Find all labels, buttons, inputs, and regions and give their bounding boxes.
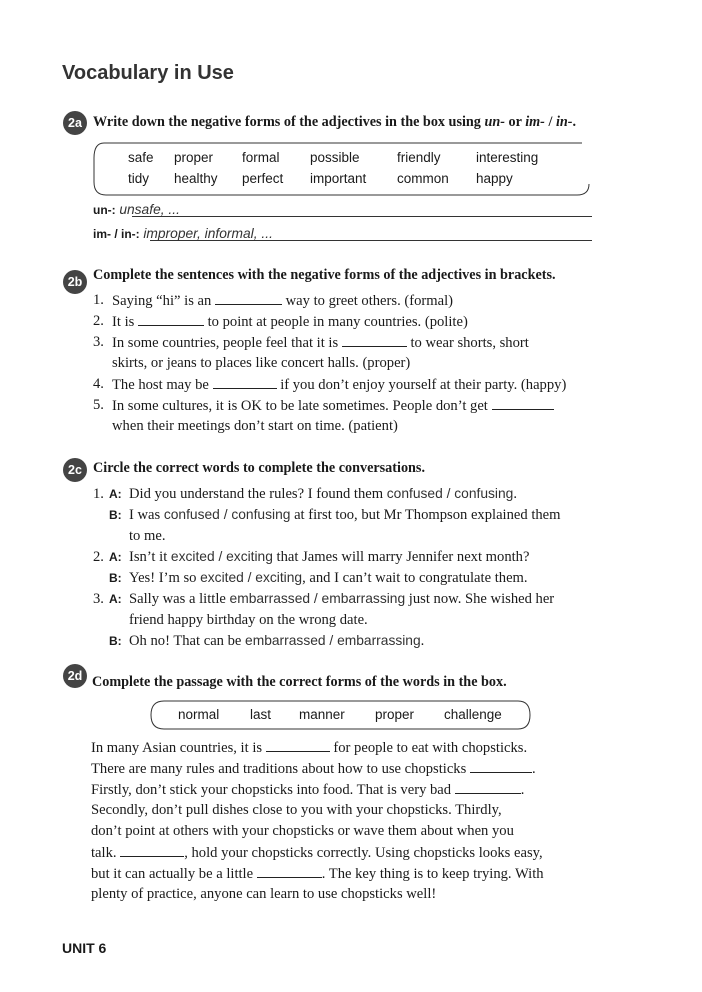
- passage-line: Secondly, don’t pull dishes close to you with your chopsticks. Thirdly,: [91, 802, 502, 818]
- sentence-2b-5-cont: when their meetings don’t start on time. (patient): [112, 418, 398, 434]
- blank-3[interactable]: [342, 332, 407, 347]
- sentence-2b-3: In some countries, people feel that it is to wear shorts, short: [112, 332, 529, 353]
- choice-option[interactable]: embarrassed / embarrassing: [229, 591, 406, 606]
- word-item: proper: [174, 150, 214, 165]
- item-number: 2.: [93, 549, 104, 565]
- item-number: 1.: [93, 486, 104, 502]
- word-item: proper: [375, 707, 415, 722]
- passage-line: don’t point at others with your chopsticks or wave them about when you: [91, 823, 514, 839]
- dialogue-line-cont: friend happy birthday on the wrong date.: [129, 612, 368, 628]
- item-number: 5.: [93, 397, 104, 413]
- sentence-2b-1: Saying “hi” is an way to greet others. (formal): [112, 290, 453, 311]
- item-number: 3.: [93, 334, 104, 350]
- passage-line: plenty of practice, anyone can learn to use chopsticks well!: [91, 886, 437, 902]
- word-item: important: [310, 171, 367, 186]
- word-item: last: [250, 707, 272, 722]
- blank-passage-4[interactable]: [120, 842, 184, 857]
- sentence-2b-2: It is to point at people in many countries. (polite): [112, 311, 468, 332]
- choice-option[interactable]: excited / exciting: [200, 570, 303, 585]
- word-item: friendly: [397, 150, 441, 165]
- passage-line: There are many rules and traditions about how to use chopsticks .: [91, 758, 536, 779]
- speaker-b: B:: [109, 571, 122, 585]
- page-title: Vocabulary in Use: [62, 62, 234, 84]
- instruction-2b: Complete the sentences with the negative forms of the adjectives in brackets.: [93, 267, 556, 283]
- word-box-2a: [92, 138, 596, 200]
- dialogue-line: Did you understand the rules? I found them confused / confusing.: [129, 486, 517, 502]
- dialogue-line-cont: to me.: [129, 528, 166, 544]
- word-item: interesting: [476, 150, 539, 165]
- choice-option[interactable]: embarrassed / embarrassing: [245, 633, 421, 648]
- passage-line: but it can actually be a little . The key thing is to keep trying. With: [91, 863, 544, 884]
- section-badge-2a: 2a: [63, 111, 87, 135]
- speaker-b: B:: [109, 634, 122, 648]
- answer-row-un: un-: unsafe, ...: [93, 202, 180, 217]
- blank-passage-1[interactable]: [266, 737, 330, 752]
- word-item: tidy: [128, 171, 150, 186]
- word-item: manner: [299, 707, 345, 722]
- choice-option[interactable]: excited / exciting: [170, 549, 273, 564]
- instruction-2d: Complete the passage with the correct forms of the words in the box.: [92, 674, 507, 690]
- dialogue-line: Isn’t it excited / exciting that James will marry Jennifer next month?: [129, 549, 530, 565]
- answer-row-im: im- / in-: improper, informal, ...: [93, 226, 273, 241]
- passage-line: Firstly, don’t stick your chopsticks into food. That is very bad .: [91, 779, 524, 800]
- instruction-2a: Write down the negative forms of the adjectives in the box using un- or im- / in-.: [93, 114, 577, 130]
- word-item: healthy: [174, 171, 218, 186]
- unit-footer: UNIT 6: [62, 940, 107, 956]
- word-item: normal: [178, 707, 220, 722]
- section-badge-2c: 2c: [63, 458, 87, 482]
- item-number: 4.: [93, 376, 104, 392]
- answer-line-un[interactable]: [132, 216, 592, 217]
- speaker-a: A:: [109, 487, 122, 501]
- word-item: common: [397, 171, 449, 186]
- sentence-2b-3-cont: skirts, or jeans to places like concert halls. (proper): [112, 355, 411, 371]
- word-item: challenge: [444, 707, 502, 722]
- blank-5[interactable]: [492, 395, 554, 410]
- section-badge-2d: 2d: [63, 664, 87, 688]
- blank-passage-5[interactable]: [257, 863, 322, 878]
- blank-2[interactable]: [138, 311, 204, 326]
- word-item: happy: [476, 171, 513, 186]
- instruction-2c: Circle the correct words to complete the conversations.: [93, 460, 425, 476]
- answer-line-im[interactable]: [150, 240, 592, 241]
- blank-passage-2[interactable]: [470, 758, 532, 773]
- word-item: formal: [242, 150, 280, 165]
- sentence-2b-4: The host may be if you don’t enjoy yourself at their party. (happy): [112, 374, 566, 395]
- section-badge-2b: 2b: [63, 270, 87, 294]
- word-item: possible: [310, 150, 360, 165]
- speaker-b: B:: [109, 508, 122, 522]
- item-number: 2.: [93, 313, 104, 329]
- word-item: perfect: [242, 171, 284, 186]
- blank-1[interactable]: [215, 290, 282, 305]
- speaker-a: A:: [109, 550, 122, 564]
- choice-option[interactable]: confused / confusing: [163, 507, 291, 522]
- dialogue-line: Sally was a little embarrassed / embarrassing just now. She wished her: [129, 591, 555, 607]
- dialogue-line: Yes! I’m so excited / exciting, and I can’t wait to congratulate them.: [129, 570, 528, 586]
- sentence-2b-5: In some cultures, it is OK to be late sometimes. People don’t get: [112, 395, 554, 416]
- passage-line: In many Asian countries, it is for people to eat with chopsticks.: [91, 737, 527, 758]
- choice-option[interactable]: confused / confusing: [386, 486, 514, 501]
- speaker-a: A:: [109, 592, 122, 606]
- word-item: safe: [128, 150, 154, 165]
- dialogue-line: Oh no! That can be embarrassed / embarrassing.: [129, 633, 425, 649]
- item-number: 1.: [93, 292, 104, 308]
- item-number: 3.: [93, 591, 104, 607]
- dialogue-line: I was confused / confusing at first too, but Mr Thompson explained them: [129, 507, 561, 523]
- blank-passage-3[interactable]: [455, 779, 521, 794]
- passage-line: talk. , hold your chopsticks correctly. Using chopsticks looks easy,: [91, 842, 543, 863]
- blank-4[interactable]: [213, 374, 277, 389]
